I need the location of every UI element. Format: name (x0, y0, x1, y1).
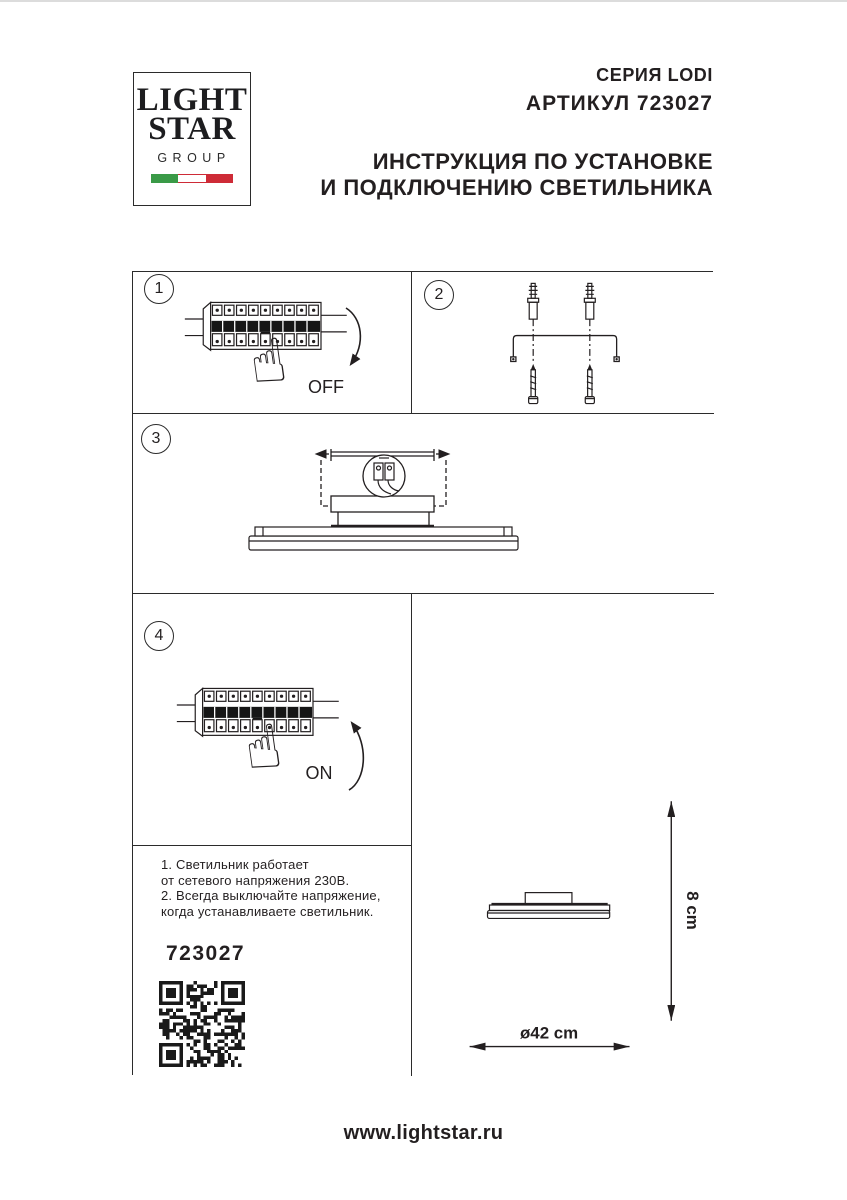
scan-edge (0, 0, 847, 2)
height-dimension-label: 8 cm (683, 891, 703, 930)
step-4-illustration (133, 594, 412, 844)
qr-code (159, 981, 245, 1067)
footer-url: www.lightstar.ru (343, 1122, 504, 1144)
step-3-number: 3 (141, 424, 171, 454)
step-1-number: 1 (144, 274, 174, 304)
dimension-drawing (412, 594, 712, 1074)
document-header (320, 63, 713, 201)
arrow-up-icon (349, 723, 363, 790)
arrow-down-icon (346, 308, 360, 364)
off-label: OFF (308, 377, 344, 397)
step-1-illustration (133, 272, 412, 412)
diameter-dimension-label: ø42 cm (520, 1023, 579, 1043)
pointing-hand-icon: ☝ (245, 324, 292, 400)
article-label: АРТИКУЛ 723027 (525, 92, 713, 115)
step-2-illustration (412, 272, 712, 412)
dimensions-panel (412, 594, 714, 1076)
notes-panel (133, 846, 412, 1076)
anchor-screw-left (528, 283, 539, 403)
instruction-grid (132, 271, 713, 1075)
mounting-bracket-illustration (511, 336, 619, 362)
wire-connector-magnifier (363, 455, 405, 497)
step-2-number: 2 (424, 280, 454, 310)
logo-word-group: GROUP (157, 151, 231, 165)
step-4-number: 4 (144, 621, 174, 651)
lightstar-logo (133, 72, 251, 206)
flag-white (178, 174, 205, 183)
note-line: от сетевого напряжения 230В. (161, 872, 350, 888)
step-2-panel (412, 272, 714, 414)
flag-red (206, 174, 233, 183)
flag-green (151, 174, 178, 183)
note-line: 1. Светильник работает (161, 857, 309, 872)
step-3-panel (133, 414, 714, 594)
title-line-2: И ПОДКЛЮЧЕНИЮ СВЕТИЛЬНИКА (320, 175, 713, 200)
lamp-side-view (487, 893, 609, 919)
title-line-1: ИНСТРУКЦИЯ ПО УСТАНОВКЕ (372, 149, 713, 174)
logo-word-light: LIGHT (136, 82, 248, 118)
anchor-screw-right (584, 283, 595, 403)
logo-word-star: STAR (148, 111, 236, 147)
safety-notes (161, 857, 381, 919)
series-label: СЕРИЯ LODI (596, 65, 713, 85)
step-4-panel (133, 594, 412, 846)
pointing-hand-icon: ☝ (240, 710, 287, 786)
on-label: ON (305, 763, 333, 783)
note-line: когда устанавливаете светильник. (161, 903, 374, 919)
step-1-panel (133, 272, 412, 414)
step-3-illustration (133, 414, 714, 592)
page-title (320, 149, 713, 201)
italian-flag-bar (151, 174, 233, 183)
article-number: 723027 (166, 942, 246, 965)
lamp-body-illustration (249, 526, 518, 550)
note-line: 2. Всегда выключайте напряжение, (161, 888, 381, 903)
